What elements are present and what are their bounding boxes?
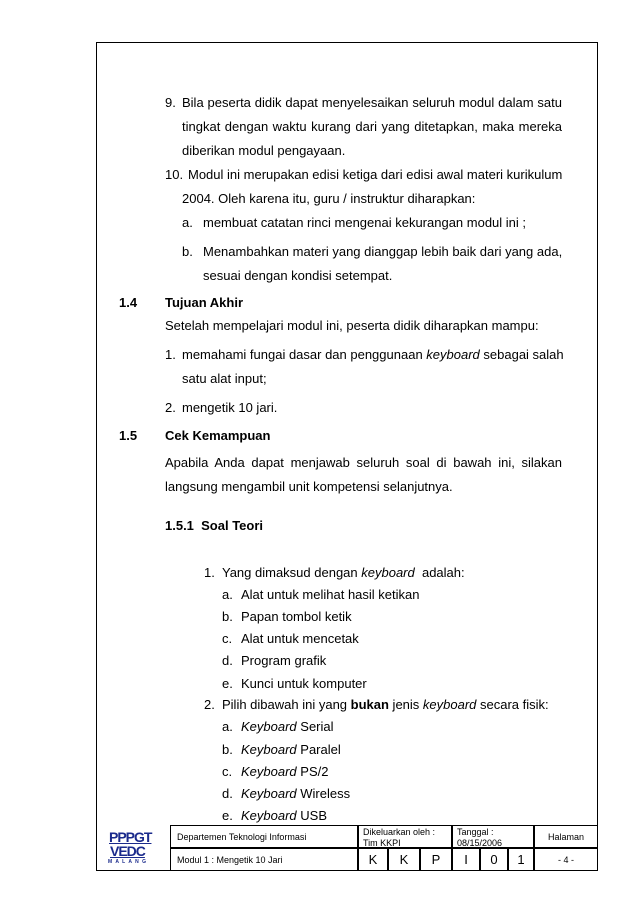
goal-2-text: mengetik 10 jari. <box>182 400 278 415</box>
item-10b-line-1: Menambahkan materi yang dianggap lebih baik dari yang ada, <box>203 244 563 259</box>
q1-option-d-text: Program grafik <box>241 653 327 668</box>
issued-by-value: Tim KKPI <box>363 838 401 848</box>
subsection-1-5-1-title: 1.5.1 Soal Teori <box>165 518 264 533</box>
page-label: Halaman <box>547 832 585 842</box>
department-text: Departemen Teknologi Informasi <box>177 832 307 842</box>
section-1-5-para-line-2: langsung mengambil unit kompetensi selanjutnya. <box>165 479 453 494</box>
section-1-4-intro: Setelah mempelajari modul ini, peserta didik diharapkan mampu: <box>165 318 539 333</box>
logo-top-text: PPPGT <box>109 829 152 845</box>
q1-option-a-label: a. <box>222 587 233 602</box>
q2-option-a-label: a. <box>222 719 233 734</box>
q2-option-b-label: b. <box>222 742 233 757</box>
date-cell <box>452 825 534 848</box>
date-value: 08/15/2006 <box>457 838 503 848</box>
q2-option-e-text: Keyboard USB <box>241 808 327 823</box>
page-label-cell <box>534 825 598 848</box>
module-text: Modul 1 : Mengetik 10 Jari <box>177 855 283 865</box>
section-1-5-para-line-1: Apabila Anda dapat menjawab seluruh soal di bawah ini, silakan <box>165 455 562 470</box>
q1-option-b-text: Papan tombol ketik <box>241 609 352 624</box>
question-2-text: Pilih dibawah ini yang bukan jenis keyboard secara fisik: <box>222 697 549 712</box>
item-9-number: 9. <box>165 95 176 110</box>
goal-1-line-1: memahami fungai dasar dan penggunaan keyboard sebagai salah <box>182 347 564 362</box>
vedc-logo <box>96 825 170 871</box>
goal-1-line-2: satu alat input; <box>182 371 267 386</box>
code-cell-4: I <box>452 848 480 871</box>
item-10-number: 10. <box>165 167 184 182</box>
section-1-4-number: 1.4 <box>119 295 138 310</box>
q2-option-c-label: c. <box>222 764 233 779</box>
q2-option-c-text: Keyboard PS/2 <box>241 764 329 779</box>
item-10a-label: a. <box>182 215 193 230</box>
code-cell-6: 1 <box>508 848 534 871</box>
department-cell <box>170 825 358 848</box>
date-label: Tanggal : <box>457 827 494 837</box>
item-10b-label: b. <box>182 244 193 259</box>
page-number-cell <box>534 848 598 871</box>
question-1-number: 1. <box>204 565 215 580</box>
item-10-line-1: Modul ini merupakan edisi ketiga dari edisi awal materi kurikulum <box>188 167 563 182</box>
q1-option-e-label: e. <box>222 676 233 691</box>
q2-option-b-text: Keyboard Paralel <box>241 742 341 757</box>
code-cell-3: P <box>420 848 452 871</box>
item-9-line-2: tingkat dengan waktu kurang dari yang ditetapkan, maka mereka <box>182 119 562 134</box>
item-9-line-1: Bila peserta didik dapat menyelesaikan seluruh modul dalam satu <box>182 95 562 110</box>
q2-option-d-label: d. <box>222 786 233 801</box>
goal-2-number: 2. <box>165 400 176 415</box>
section-1-5-title: Cek Kemampuan <box>165 428 271 443</box>
q2-option-a-text: Keyboard Serial <box>241 719 334 734</box>
question-1-text: Yang dimaksud dengan keyboard adalah: <box>222 565 465 580</box>
goal-1-number: 1. <box>165 347 176 362</box>
page-number: - 4 - <box>557 855 574 865</box>
question-2-number: 2. <box>204 697 215 712</box>
q2-option-d-text: Keyboard Wireless <box>241 786 351 801</box>
section-1-5-number: 1.5 <box>119 428 138 443</box>
q1-option-e-text: Kunci untuk komputer <box>241 676 367 691</box>
q1-option-b-label: b. <box>222 609 233 624</box>
code-cell-2: K <box>388 848 420 871</box>
issued-by-cell <box>358 825 452 848</box>
logo-mid-text: VEDC <box>110 843 145 859</box>
q2-option-e-label: e. <box>222 808 233 823</box>
q1-option-d-label: d. <box>222 653 233 668</box>
issued-by-label: Dikeluarkan oleh : <box>363 827 436 837</box>
code-cell-1: K <box>358 848 388 871</box>
code-cell-5: 0 <box>480 848 508 871</box>
q1-option-c-label: c. <box>222 631 233 646</box>
logo-bottom-text: M A L A N G <box>108 859 148 865</box>
item-10-line-2: 2004. Oleh karena itu, guru / instruktur diharapkan: <box>182 191 476 206</box>
module-cell <box>170 848 358 871</box>
page-footer <box>96 825 598 871</box>
item-9-line-3: diberikan modul pengayaan. <box>182 143 346 158</box>
item-10b-line-2: sesuai dengan kondisi setempat. <box>203 268 393 283</box>
item-10a-text: membuat catatan rinci mengenai kekurangan modul ini ; <box>203 215 527 230</box>
q1-option-c-text: Alat untuk mencetak <box>241 631 359 646</box>
section-1-4-title: Tujuan Akhir <box>165 295 243 310</box>
q1-option-a-text: Alat untuk melihat hasil ketikan <box>241 587 420 602</box>
